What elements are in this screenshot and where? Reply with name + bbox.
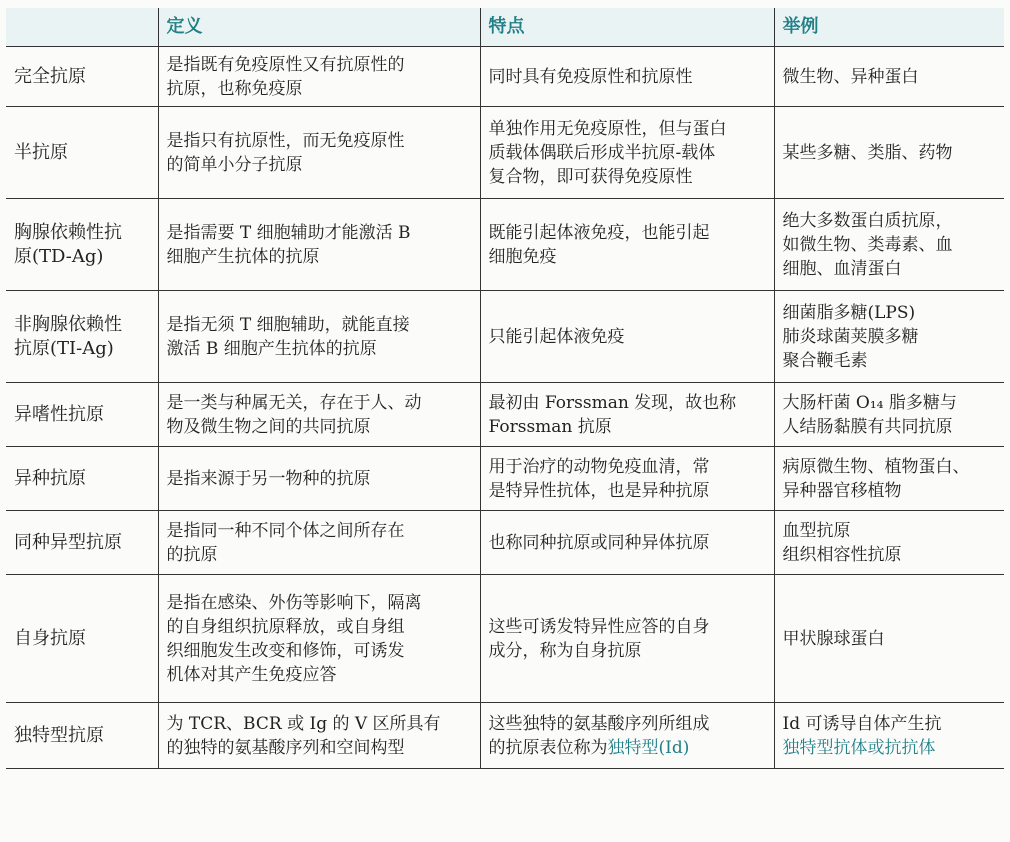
antigen-definition: 是指需要 T 细胞辅助才能激活 B 细胞产生抗体的抗原 xyxy=(158,199,480,291)
table-row xyxy=(6,107,1004,199)
antigen-name: 胸腺依赖性抗 原(TD-Ag) xyxy=(6,199,158,291)
antigen-example: 大肠杆菌 O₁₄ 脂多糖与 人结肠黏膜有共同抗原 xyxy=(774,383,1004,447)
antigen-definition: 是指既有免疫原性又有抗原性的 抗原，也称免疫原 xyxy=(158,47,480,107)
antigen-feature: 单独作用无免疫原性，但与蛋白 质载体偶联后形成半抗原-载体 复合物，即可获得免疫原性 xyxy=(480,107,774,199)
antigen-feature: 也称同种抗原或同种异体抗原 xyxy=(480,511,774,575)
antigen-example xyxy=(774,703,1004,769)
antigen-name: 非胸腺依赖性 抗原(TI-Ag) xyxy=(6,291,158,383)
antigen-name: 自身抗原 xyxy=(6,575,158,703)
antigen-example: 某些多糖、类脂、药物 xyxy=(774,107,1004,199)
antigen-feature: 最初由 Forssman 发现，故也称 Forssman 抗原 xyxy=(480,383,774,447)
table-row xyxy=(6,511,1004,575)
antigen-name: 异嗜性抗原 xyxy=(6,383,158,447)
antigen-name: 独特型抗原 xyxy=(6,703,158,769)
antigen-feature: 既能引起体液免疫，也能引起 细胞免疫 xyxy=(480,199,774,291)
table-row xyxy=(6,703,1004,769)
antigen-example: 病原微生物、植物蛋白、 异种器官移植物 xyxy=(774,447,1004,511)
antigen-feature xyxy=(480,703,774,769)
antigen-name: 同种异型抗原 xyxy=(6,511,158,575)
antigen-definition: 是指无须 T 细胞辅助，就能直接 激活 B 细胞产生抗体的抗原 xyxy=(158,291,480,383)
antigen-definition: 是一类与种属无关，存在于人、动 物及微生物之间的共同抗原 xyxy=(158,383,480,447)
antigen-definition: 是指同一种不同个体之间所存在 的抗原 xyxy=(158,511,480,575)
example-text: Id 可诱导自体产生抗 xyxy=(782,713,942,734)
antigen-definition: 是指来源于另一物种的抗原 xyxy=(158,447,480,511)
antigen-feature: 这些可诱发特异性应答的自身 成分，称为自身抗原 xyxy=(480,575,774,703)
table-row xyxy=(6,447,1004,511)
table-row xyxy=(6,199,1004,291)
antigen-classification-table xyxy=(6,8,1004,769)
table-row xyxy=(6,383,1004,447)
header-type xyxy=(6,8,158,47)
feature-text: 这些独特的氨基酸序列所组成 的抗原表位称为 xyxy=(488,713,710,758)
antigen-definition: 是指在感染、外伤等影响下，隔离 的自身组织抗原释放，或自身组 织细胞发生改变和修饰，可诱发 机体对其产生免疫应答 xyxy=(158,575,480,703)
antigen-example: 细菌脂多糖(LPS) 肺炎球菌荚膜多糖 聚合鞭毛素 xyxy=(774,291,1004,383)
highlighted-term: 独特型(Id) xyxy=(607,737,690,758)
antigen-definition: 为 TCR、BCR 或 Ig 的 V 区所具有 的独特的氨基酸序列和空间构型 xyxy=(158,703,480,769)
antigen-feature: 只能引起体液免疫 xyxy=(480,291,774,383)
table-row xyxy=(6,291,1004,383)
header-example: 举例 xyxy=(774,8,1004,47)
header-feature: 特点 xyxy=(480,8,774,47)
antigen-example: 微生物、异种蛋白 xyxy=(774,47,1004,107)
highlighted-term: 独特型抗体或抗抗体 xyxy=(782,737,936,758)
antigen-example: 甲状腺球蛋白 xyxy=(774,575,1004,703)
table-row xyxy=(6,47,1004,107)
antigen-definition: 是指只有抗原性，而无免疫原性 的简单小分子抗原 xyxy=(158,107,480,199)
table-header-row xyxy=(6,8,1004,47)
antigen-feature: 同时具有免疫原性和抗原性 xyxy=(480,47,774,107)
antigen-example: 血型抗原 组织相容性抗原 xyxy=(774,511,1004,575)
antigen-name: 完全抗原 xyxy=(6,47,158,107)
antigen-name: 异种抗原 xyxy=(6,447,158,511)
antigen-name: 半抗原 xyxy=(6,107,158,199)
table-row xyxy=(6,575,1004,703)
antigen-example: 绝大多数蛋白质抗原， 如微生物、类毒素、血 细胞、血清蛋白 xyxy=(774,199,1004,291)
header-definition: 定义 xyxy=(158,8,480,47)
antigen-feature: 用于治疗的动物免疫血清，常 是特异性抗体，也是异种抗原 xyxy=(480,447,774,511)
